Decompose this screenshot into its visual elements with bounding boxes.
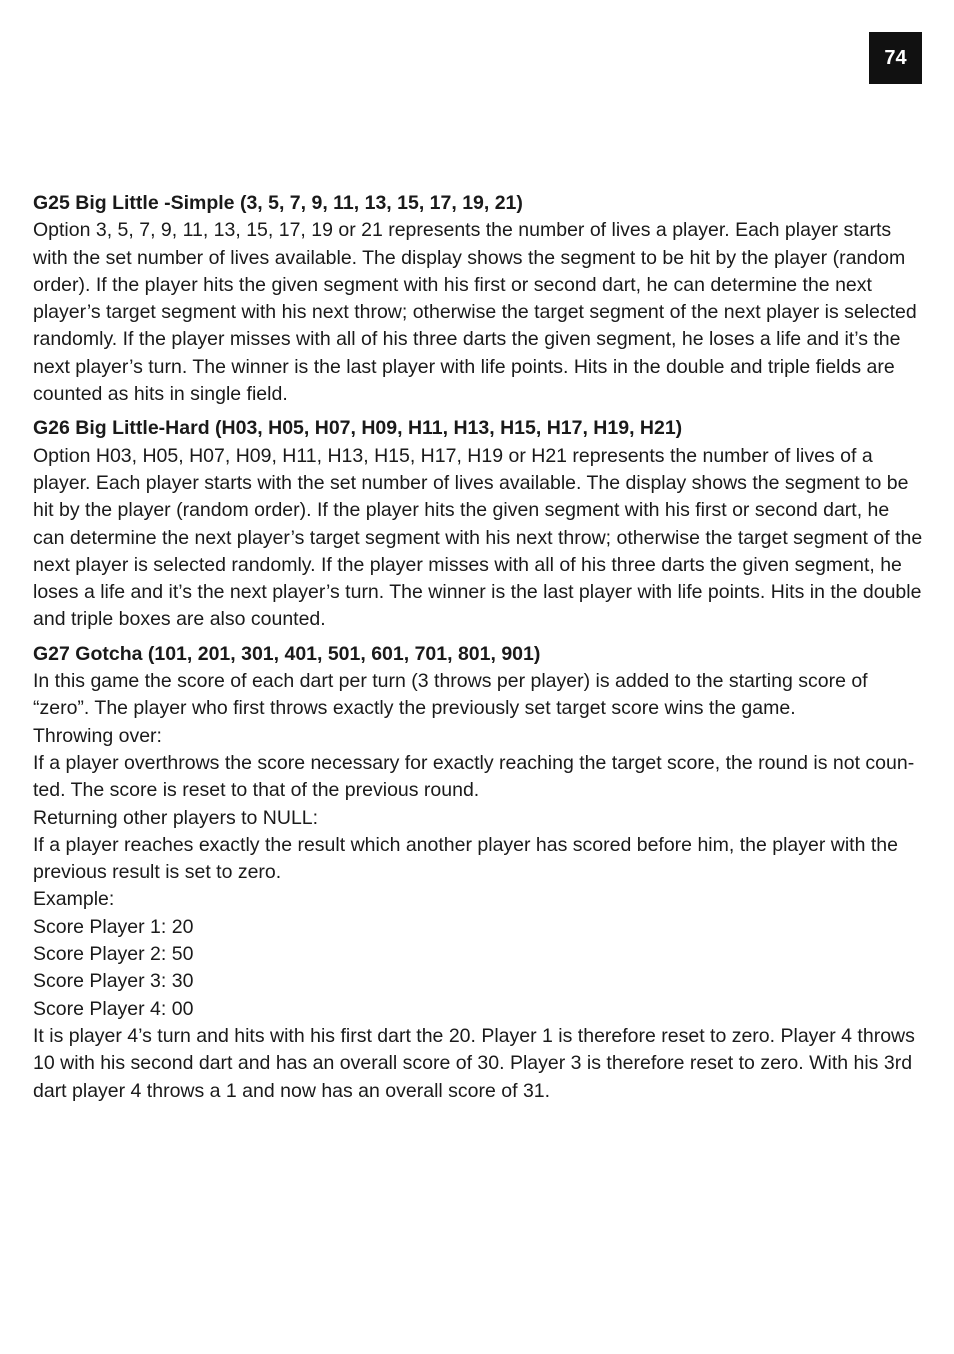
text-line: Score Player 4: 00 <box>33 997 194 1020</box>
section-heading: G27 Gotcha (101, 201, 301, 401, 501, 601, 701, 801, 901) <box>33 642 541 665</box>
section-heading: G25 Big Little -Simple (3, 5, 7, 9, 11, 13, 15, 17, 19, 21) <box>33 192 523 214</box>
text-line: If a player reaches exactly the result which another player has scored before him, the player with the previous result is set to zero. <box>33 833 898 884</box>
text-line: Score Player 2: 50 <box>33 943 194 966</box>
page-number-badge: 74 <box>869 32 922 84</box>
section-paragraph: Option 3, 5, 7, 9, 11, 13, 15, 17, 19 or 21 represents the number of lives a player. Each player starts with the set number of lives available. The display shows the segment to be hit by the player (random order). If the player hits the given segment with his first or second dart, he can determine the next player’s target segment with his next throw; otherwise the target segment of the next player is selected randomly. If the player misses with all of his three darts the given segment, he loses a life and it’s the next player’s turn. The winner is the last player with life points. Hits in the double and triple fields are counted as hits in single field. <box>33 219 917 406</box>
section-g26 <box>33 415 923 633</box>
section-g27 <box>33 641 923 1105</box>
section-paragraph: Option H03, H05, H07, H09, H11, H13, H15, H17, H19 or H21 represents the number of lives of a player. Each player starts with the set number of lives available. The display shows the segment to be hit by the player (random order). If the player hits the given segment with his first or second dart, he can determine the next player’s target segment with his next throw; otherwise the target segment of the next player is selected randomly. If the player misses with all of his three darts the given segment, he loses a life and it’s the next player’s turn. The winner is the last player with life points. Hits in the double and triple boxes are also counted. <box>33 444 923 631</box>
text-line: It is player 4’s turn and hits with his first dart the 20. Player 1 is therefore reset to zero. Player 4 throws 10 with his second dart and has an overall score of 30. Player 3 is therefore reset to zero. With his 3rd dart player 4 throws a 1 and now has an overall score of 31. <box>33 1024 915 1102</box>
text-line: In this game the score of each dart per turn (3 throws per player) is added to the starting score of “zero”. The player who first throws exactly the previously set target score wins the game. <box>33 670 868 720</box>
text-line: Score Player 1: 20 <box>33 915 194 938</box>
page-content <box>33 190 923 1105</box>
section-heading: G26 Big Little-Hard (H03, H05, H07, H09, H11, H13, H15, H17, H19, H21) <box>33 417 683 440</box>
text-line: Throwing over: <box>33 724 162 747</box>
text-line: Returning other players to NULL: <box>33 806 319 829</box>
text-line: Score Player 3: 30 <box>33 970 194 993</box>
section-g25 <box>33 190 923 408</box>
text-line: Example: <box>33 888 115 911</box>
text-line: If a player overthrows the score necessary for exactly reaching the target score, the round is not coun-ted. The score is reset to that of the previous round. <box>33 751 915 802</box>
